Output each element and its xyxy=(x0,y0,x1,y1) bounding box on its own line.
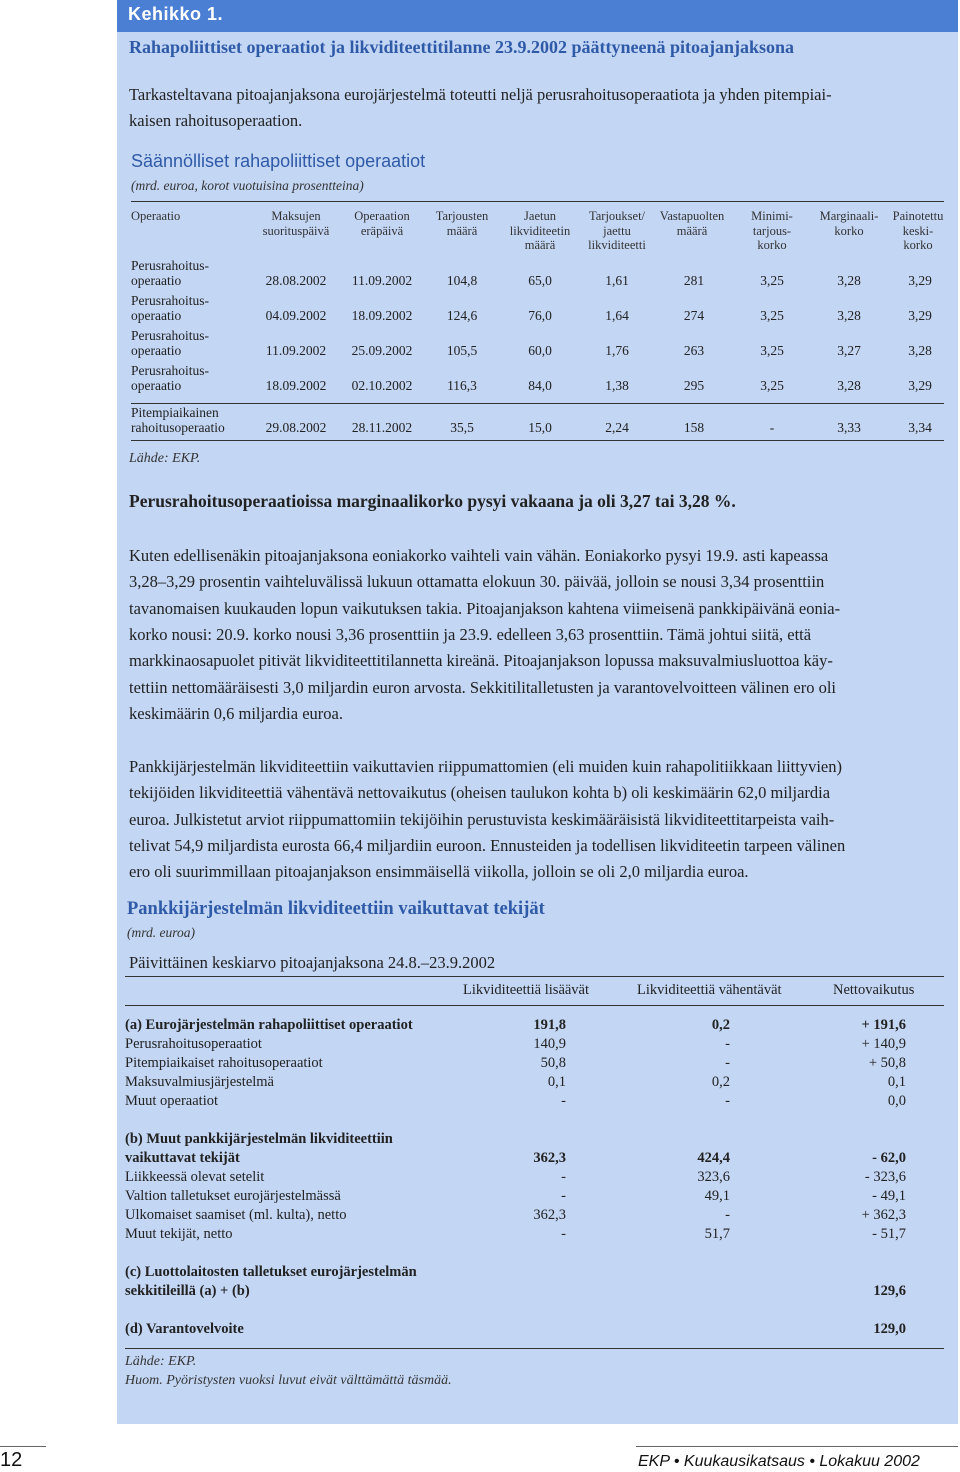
table2-cell: - 49,1 xyxy=(872,1188,906,1204)
table2-cell: - 323,6 xyxy=(864,1169,906,1185)
table2-bottom-rule xyxy=(125,1348,944,1349)
page-number: 12 xyxy=(0,1449,23,1471)
table1-header-cell: Tarjousten xyxy=(435,209,489,223)
highlight-text: Perusrahoitusoperaatioissa marginaalikorko pysyi vakaana ja oli 3,27 tai 3,28 %. xyxy=(129,491,736,511)
table1-cell: 281 xyxy=(683,273,705,288)
table1-cell: 25.09.2002 xyxy=(351,343,413,358)
table2-cell: - xyxy=(725,1207,730,1223)
table1-header-cell: tarjous- xyxy=(752,223,792,238)
table1-cell: 3,29 xyxy=(908,273,932,288)
table2-cell: 49,1 xyxy=(704,1188,730,1204)
table1-cell: 116,3 xyxy=(447,378,477,393)
table1-cell: 76,0 xyxy=(528,308,552,323)
table2-subtitle: Päivittäinen keskiarvo pitoajanjaksona 24.8.–23.9.2002 xyxy=(129,953,496,972)
chapter-label: Kehikko 1. xyxy=(128,4,224,24)
table2-cell: + 191,6 xyxy=(861,1017,906,1033)
table1-cell: 3,34 xyxy=(908,420,932,435)
table2-cell: 362,3 xyxy=(533,1150,566,1166)
table2-col-3: Nettovaikutus xyxy=(833,982,915,998)
footer-rule-right xyxy=(636,1446,958,1447)
table1-cell: 3,25 xyxy=(760,273,784,288)
table2-row-label: Muut tekijät, netto xyxy=(125,1226,233,1242)
table1-bottom-rule xyxy=(131,440,944,441)
table1-cell: 35,5 xyxy=(450,420,474,435)
table1-cell: 1,64 xyxy=(605,308,629,323)
paragraph-2-line: Pankkijärjestelmän likviditeettiin vaikuttavien riippumattomien (eli muiden kuin rahapolitiikkaan liittyvien) xyxy=(129,757,843,776)
paragraph-1-line: tavanomaisen kuukauden lopun vaikutuksen takia. Pitoajanjakson kahtena viimeisenä pankkipäivänä eonia- xyxy=(129,598,841,618)
table2-row-label: Ulkomaiset saamiset (ml. kulta), netto xyxy=(125,1207,347,1223)
table1-cell: 60,0 xyxy=(528,343,552,358)
paragraph-2-line: telivat 54,9 miljardista eurosta 66,4 miljardiin euroon. Ennusteiden ja todellisen likviditeetin tarpeen välinen xyxy=(129,835,846,855)
table2-cell: - 62,0 xyxy=(872,1150,906,1166)
table2-row-label: (c) Luottolaitosten talletukset eurojärjestelmän xyxy=(125,1264,417,1280)
table2-col-2: Likviditeettiä vähentävät xyxy=(637,982,782,998)
table1-cell: 1,76 xyxy=(605,343,629,358)
table1-row-label: Perusrahoitus- xyxy=(131,293,209,308)
table1-header-cell: suorituspäivä xyxy=(262,223,330,238)
table1-cell: 3,25 xyxy=(760,378,784,393)
table2-cell: 129,0 xyxy=(873,1321,906,1337)
table2-row-label: vaikuttavat tekijät xyxy=(125,1150,240,1166)
table1-header-cell: Painotettu xyxy=(892,209,944,223)
table1-cell: 29.08.2002 xyxy=(265,420,327,435)
table2-cell: + 50,8 xyxy=(868,1055,906,1071)
table1-cell: 3,29 xyxy=(908,308,932,323)
table1-cell: 3,27 xyxy=(837,343,861,358)
paragraph-1-line: keskimäärin 0,6 miljardia euroa. xyxy=(129,703,343,723)
table2-cell: 50,8 xyxy=(540,1055,566,1071)
paragraph-2-line: tekijöiden likviditeettiä vähentävä nettovaikutus (oheisen taulukon kohta b) oli keskimäärin 62,0 miljardia xyxy=(129,783,831,803)
table2-row-label: Pitempiaikaiset rahoitusoperaatiot xyxy=(125,1055,323,1071)
table1-cell: 84,0 xyxy=(528,378,552,393)
table2-cell: 51,7 xyxy=(704,1226,730,1242)
table2-cell: 362,3 xyxy=(533,1207,566,1223)
table1-cell: 3,28 xyxy=(837,273,861,288)
table1-cell: 158 xyxy=(683,420,705,435)
table2-cell: 0,2 xyxy=(711,1074,730,1090)
table1-row-label: operaatio xyxy=(131,273,182,288)
table2-title: Pankkijärjestelmän likviditeettiin vaikuttavat tekijät xyxy=(127,899,545,919)
table2-row-label: (d) Varantovelvoite xyxy=(125,1321,244,1337)
table2-cell: 140,9 xyxy=(533,1036,566,1052)
table2-row-label: sekkitileillä (a) + (b) xyxy=(125,1283,250,1299)
table1-cell: 3,28 xyxy=(837,308,861,323)
intro-line-2: kaisen rahoitusoperaation. xyxy=(129,111,303,130)
table2-cell: - xyxy=(561,1226,566,1242)
table1-cell: 65,0 xyxy=(528,273,552,288)
table1-cell: 15,0 xyxy=(528,420,552,435)
table1-cell: 1,38 xyxy=(605,378,629,393)
table1-cell: 3,29 xyxy=(908,378,932,393)
table2-cell: 424,4 xyxy=(697,1150,730,1166)
table1-cell: 28.11.2002 xyxy=(351,420,413,435)
table1-cell: 18.09.2002 xyxy=(265,378,327,393)
publication-name: EKP • Kuukausikatsaus • Lokakuu 2002 xyxy=(638,1453,920,1470)
box-title: Rahapoliittiset operaatiot ja likviditeettitilanne 23.9.2002 päättyneenä pitoajanjaksona xyxy=(129,37,794,57)
table1-row-label: operaatio xyxy=(131,378,182,393)
table2-cell: + 362,3 xyxy=(861,1207,906,1223)
table2-note: Huom. Pyöristysten vuoksi luvut eivät välttämättä täsmää. xyxy=(125,1373,452,1388)
footer-rule-left xyxy=(0,1446,46,1447)
table2-cell: 0,0 xyxy=(887,1093,906,1109)
table2-cell: - xyxy=(561,1169,566,1185)
table1-divider xyxy=(131,403,944,404)
table2-cell: - xyxy=(725,1055,730,1071)
table1-source: Lähde: EKP. xyxy=(129,451,201,466)
table1-cell: 104,8 xyxy=(446,273,478,288)
table1-header-cell: Operaation xyxy=(354,209,410,223)
table1-row-label: Perusrahoitus- xyxy=(131,363,209,378)
table1-header-cell: Jaetun xyxy=(524,209,556,223)
paragraph-1-line: 3,28–3,29 prosentin vaihteluvälissä lukuun ottamatta elokuun 30. päivää, jolloin se nousi 3,34 prosenttiin xyxy=(129,572,825,592)
chapter-header xyxy=(117,0,958,32)
table1-header-cell: korko xyxy=(834,223,864,238)
table2-cell: - xyxy=(561,1093,566,1109)
table1-header-cell: Vastapuolten xyxy=(659,209,725,223)
table2-cell: 323,6 xyxy=(697,1169,730,1185)
table1-header-cell: Marginaali- xyxy=(819,209,879,223)
table1-cell: 3,33 xyxy=(837,420,861,435)
table2-row-label: Valtion talletukset eurojärjestelmässä xyxy=(125,1188,341,1204)
table2-cell: - xyxy=(561,1188,566,1204)
table1-cell: 3,28 xyxy=(908,343,932,358)
table1-header-cell: määrä xyxy=(524,238,556,252)
table1-cell: 11.09.2002 xyxy=(265,343,327,358)
table1-header-cell: korko xyxy=(757,238,787,252)
table1-title: Säännölliset rahapoliittiset operaatiot xyxy=(131,151,426,171)
table2-row-label: (a) Eurojärjestelmän rahapoliittiset operaatiot xyxy=(125,1017,413,1033)
table2-cell: 129,6 xyxy=(873,1283,906,1299)
table1-header-cell: likviditeetti xyxy=(588,238,646,252)
table1-cell: 3,25 xyxy=(760,343,784,358)
table1-cell: 3,28 xyxy=(837,378,861,393)
table1-header-cell: määrä xyxy=(676,223,708,238)
table1-header-cell: Operaatio xyxy=(131,209,181,223)
table2-row-label: Perusrahoitusoperaatiot xyxy=(125,1036,262,1052)
table1-header-cell: Maksujen xyxy=(271,209,321,223)
paragraph-1-line: tettiin nettomääräisesti 3,0 miljardin euron arvosta. Sekkitilitalletusten ja varantovelvoitteen välinen ero oli xyxy=(129,677,837,697)
table1-header-cell: määrä xyxy=(446,223,478,238)
paragraph-2-line: ero oli suurimmillaan pitoajanjakson ensimmäisellä viikolla, jolloin se oli 2,0 miljardia euroa. xyxy=(129,862,749,882)
table1-row-label: rahoitusoperaatio xyxy=(131,420,225,435)
table1-unit: (mrd. euroa, korot vuotuisina prosentteina) xyxy=(131,178,364,193)
table2-row-label: (b) Muut pankkijärjestelmän likviditeettiin xyxy=(125,1131,393,1147)
table1-cell: 04.09.2002 xyxy=(265,308,327,323)
table2-cell: 191,8 xyxy=(533,1017,566,1033)
table1-header-cell: keski- xyxy=(902,223,934,238)
table1-cell: 18.09.2002 xyxy=(351,308,413,323)
table1-cell: 263 xyxy=(683,343,705,358)
table1-header-cell: korko xyxy=(903,238,933,252)
table1-cell: 124,6 xyxy=(446,308,478,323)
table2-row-label: Liikkeessä olevat setelit xyxy=(125,1169,265,1185)
table2-cell: + 140,9 xyxy=(861,1036,906,1052)
table2-top-rule xyxy=(125,976,944,977)
table1-header-cell: Tarjoukset/ xyxy=(588,209,646,223)
table1-cell: 11.09.2002 xyxy=(351,273,413,288)
table2-cell: 0,2 xyxy=(711,1017,730,1033)
paragraph-1-line: markkinaosapuolet pitivät likviditeettitilannetta kireänä. Pitoajanjakson lopussa maksuvalmiusluottoa käy- xyxy=(129,651,833,671)
table1-row-label: Perusrahoitus- xyxy=(131,258,209,273)
table1-header-cell: jaettu xyxy=(603,223,631,238)
table1-cell: 295 xyxy=(683,378,705,393)
table1-header-cell: likviditeetin xyxy=(509,223,571,238)
table1-row-label: operaatio xyxy=(131,343,182,358)
table2-cell: - xyxy=(725,1093,730,1109)
table1-row-label: Pitempiaikainen xyxy=(131,405,219,420)
table1-row-label: Perusrahoitus- xyxy=(131,328,209,343)
table2-header-rule xyxy=(125,1005,944,1006)
table2-cell: 0,1 xyxy=(887,1074,906,1090)
paragraph-1-line: korko nousi: 20.9. korko nousi 3,36 prosenttiin ja 23.9. edelleen 3,63 prosenttiin. Tämä johtui siitä, että xyxy=(129,624,812,644)
table1-header-cell: eräpäivä xyxy=(360,223,404,238)
table2-unit: (mrd. euroa) xyxy=(127,925,195,940)
intro-line-1: Tarkasteltavana pitoajanjaksona eurojärjestelmä toteutti neljä perusrahoitusoperaatiota ja yhden pitempiai- xyxy=(129,85,832,104)
table2-row-label: Muut operaatiot xyxy=(125,1093,219,1109)
table1-cell: - xyxy=(769,420,775,435)
paragraph-1-line: Kuten edellisenäkin pitoajanjaksona eoniakorko vaihteli vain vähän. Eoniakorko pysyi 19.9. asti kapeassa xyxy=(129,546,829,565)
table2-source: Lähde: EKP. xyxy=(125,1354,197,1369)
table1-cell: 3,25 xyxy=(760,308,784,323)
table1-cell: 1,61 xyxy=(605,273,629,288)
table2-cell: - xyxy=(725,1036,730,1052)
table1-row-label: operaatio xyxy=(131,308,182,323)
table2-row-label: Maksuvalmiusjärjestelmä xyxy=(125,1074,274,1090)
table1-top-rule xyxy=(131,201,944,202)
table2-cell: 0,1 xyxy=(547,1074,566,1090)
table1-cell: 02.10.2002 xyxy=(351,378,413,393)
table1-cell: 28.08.2002 xyxy=(265,273,327,288)
table2-col-1: Likviditeettiä lisäävät xyxy=(463,982,590,998)
paragraph-2-line: euroa. Julkistetut arviot riippumattomiin tekijöihin perustuvista keskimääräisistä likviditeettitarpeista vaih- xyxy=(129,809,835,829)
table1-cell: 105,5 xyxy=(446,343,478,358)
table2-cell: - 51,7 xyxy=(872,1226,906,1242)
table1-cell: 274 xyxy=(683,308,705,323)
table1-header-cell: Minimi- xyxy=(751,209,793,223)
table1-cell: 2,24 xyxy=(605,420,629,435)
